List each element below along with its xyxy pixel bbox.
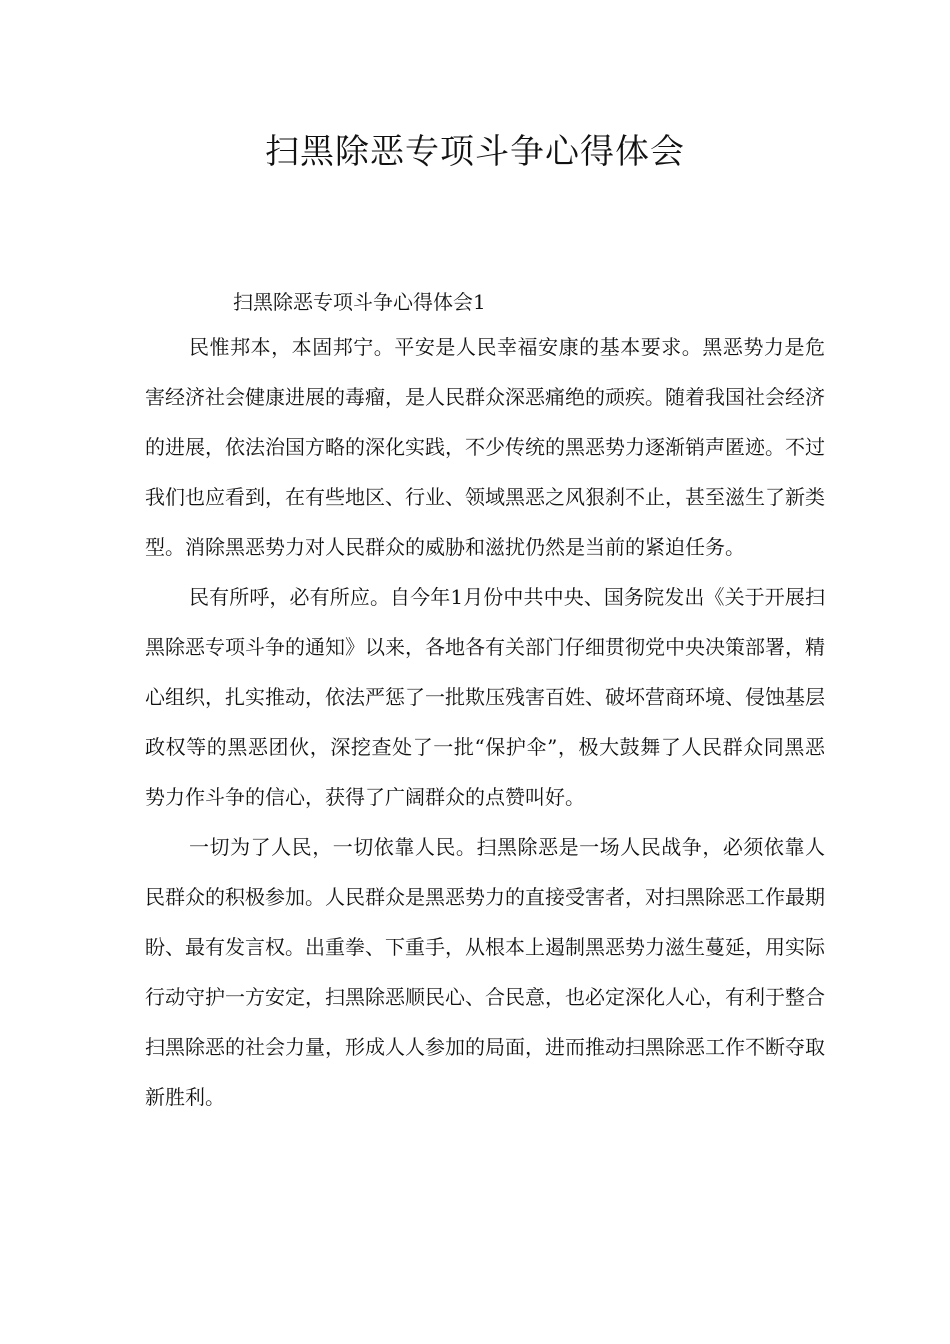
document-title: 扫黑除恶专项斗争心得体会 xyxy=(265,132,685,172)
paragraph-1: 民惟邦本，本固邦宁。平安是人民幸福安康的基本要求。黑恶势力是危害经济社会健康进展的毒瘤，是人民群众深恶痛绝的顽疾。随着我国社会经济的进展，依法治国方略的深化实践，不少传统的黑恶势力逐渐销声匿迹。不过我们也应看到，在有些地区、行业、领域黑恶之风狠刹不止，甚至滋生了新类型。消除黑恶势力对人民群众的威胁和滋扰仍然是当前的紧迫任务。 xyxy=(145,335,825,559)
paragraph-3: 一切为了人民，一切依靠人民。扫黑除恶是一场人民战争，必须依靠人民群众的积极参加。人民群众是黑恶势力的直接受害者，对扫黑除恶工作最期盼、最有发言权。出重拳、下重手，从根本上遏制黑恶势力滋生蔓延，用实际行动守护一方安定，扫黑除恶顺民心、合民意，也必定深化人心，有利于整合扫黑除恶的社会力量，形成人人参加的局面，进而推动扫黑除恶工作不断夺取新胜利。 xyxy=(145,835,825,1109)
document-body xyxy=(145,284,825,1122)
section-heading: 扫黑除恶专项斗争心得体会1 xyxy=(233,290,486,314)
paragraph-2: 民有所呼，必有所应。自今年1月份中共中央、国务院发出《关于开展扫黑除恶专项斗争的通知》以来，各地各有关部门仔细贯彻党中央决策部署，精心组织，扎实推动，依法严惩了一批欺压残害百姓、破坏营商环境、侵蚀基层政权等的黑恶团伙，深挖查处了一批“保护伞”，极大鼓舞了人民群众同黑恶势力作斗争的信心，获得了广阔群众的点赞叫好。 xyxy=(145,585,825,809)
